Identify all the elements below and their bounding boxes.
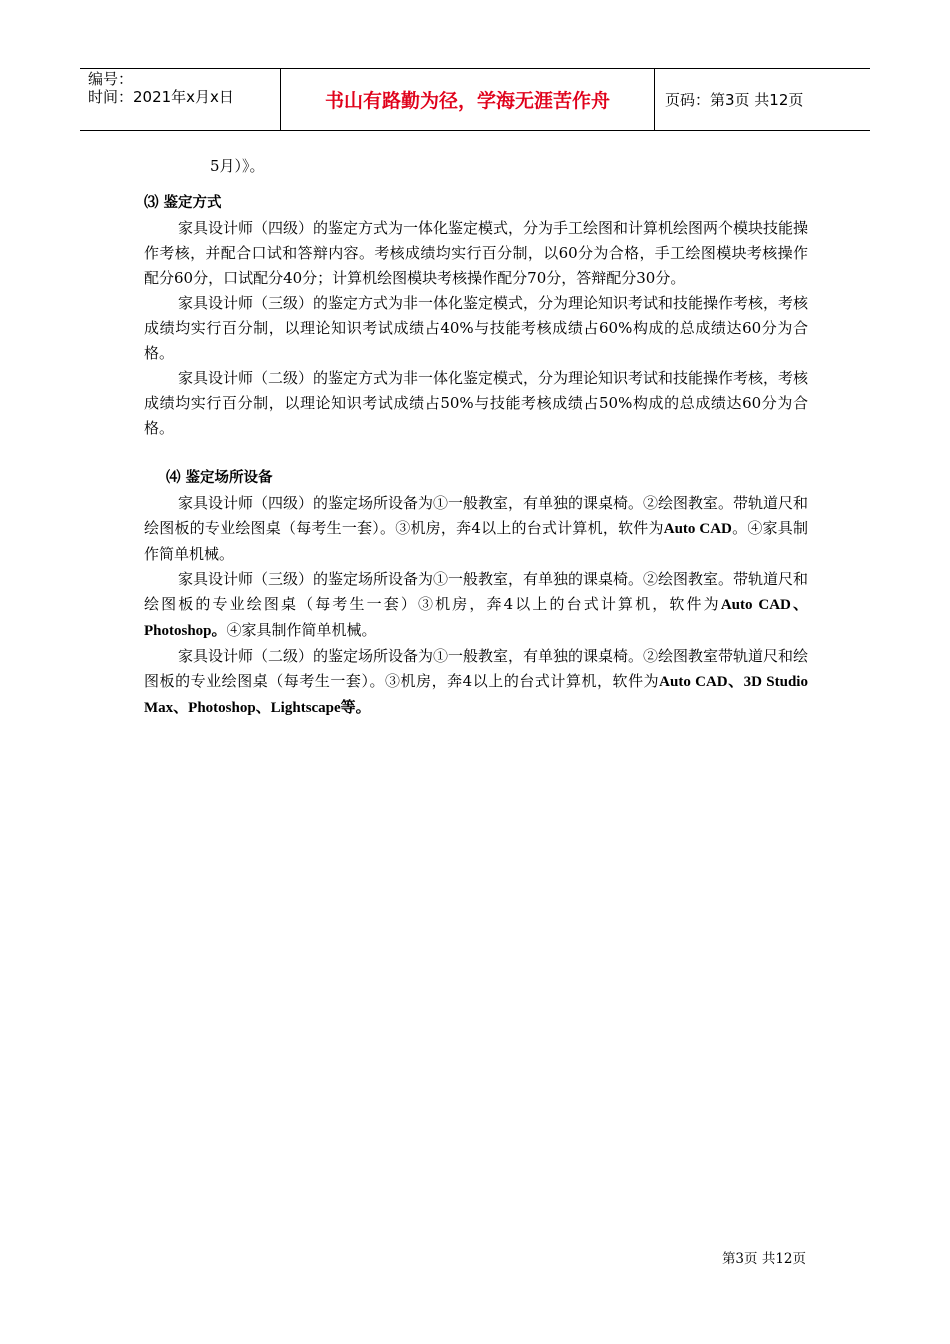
section-4-p1-software: Auto CAD xyxy=(663,521,732,537)
document-number-label: 编号： xyxy=(88,70,134,88)
page-footer: 第3页 共12页 xyxy=(721,1251,806,1267)
section-4-p3-text: 家具设计师（二级）的鉴定场所设备为①一般教室，有单独的课桌椅。②绘图教室带轨道尺和绘图板的专业绘图桌（每考生一套）。③机房，奔4以上的台式计算机，软件为 xyxy=(144,647,809,690)
continuation-line: 5月）》。 xyxy=(210,157,265,175)
header-meta xyxy=(80,69,281,130)
page-header xyxy=(80,68,870,131)
section-4-p3-software: Auto CAD、3D Studio Max、Photoshop、Lightscape等。 xyxy=(144,674,808,716)
header-motto: 书山有路勤为径，学海无涯苦作舟 xyxy=(281,69,655,130)
section-4-p1-text: 家具设计师（四级）的鉴定场所设备为①一般教室，有单独的课桌椅。②绘图教室。带轨道尺和绘图板的专业绘图桌（每考生一套）。③机房，奔4以上的台式计算机，软件为 xyxy=(144,494,809,537)
document-body xyxy=(144,154,808,721)
section-4-heading: ⑷ 鉴定场所设备 xyxy=(166,470,273,486)
section-3-heading: ⑶ 鉴定方式 xyxy=(144,195,222,211)
section-3-paragraph-1: 家具设计师（四级）的鉴定方式为一体化鉴定模式，分为手工绘图和计算机绘图两个模块技能操作考核，并配合口试和答辩内容。考核成绩均实行百分制，以60分为合格，手工绘图模块考核操作配分60分，口试配分40分；计算机绘图模块考核操作配分70分，答辩配分30分。 xyxy=(144,219,809,287)
section-3-paragraph-3: 家具设计师（二级）的鉴定方式为非一体化鉴定模式，分为理论知识考试和技能操作考核，考核成绩均实行百分制，以理论知识考试成绩占50%与技能考核成绩占50%构成的总成绩达60分为合格。 xyxy=(144,369,809,437)
section-3-paragraph-2: 家具设计师（三级）的鉴定方式为非一体化鉴定模式，分为理论知识考试和技能操作考核，考核成绩均实行百分制，以理论知识考试成绩占40%与技能考核成绩占60%构成的总成绩达60分为合格。 xyxy=(144,294,809,362)
section-4-paragraph-1 xyxy=(144,491,808,567)
document-time-label: 时间：2021年x月x日 xyxy=(88,88,234,106)
header-page-info: 页码：第3页 共12页 xyxy=(665,91,804,109)
section-4-paragraph-2 xyxy=(144,567,808,644)
section-4-p2-text: 家具设计师（三级）的鉴定场所设备为①一般教室，有单独的课桌椅。②绘图教室。带轨道尺和绘图板的专业绘图桌（每考生一套）③机房，奔4以上的台式计算机，软件为 xyxy=(144,570,809,613)
section-4-paragraph-3 xyxy=(144,644,808,721)
section-4-p2-software: Auto CAD、Photoshop。 xyxy=(144,597,808,639)
section-4-p1-end: 。④家具制作简单机械。 xyxy=(144,519,808,563)
section-4-p2-end: ④家具制作简单机械。 xyxy=(226,621,377,639)
